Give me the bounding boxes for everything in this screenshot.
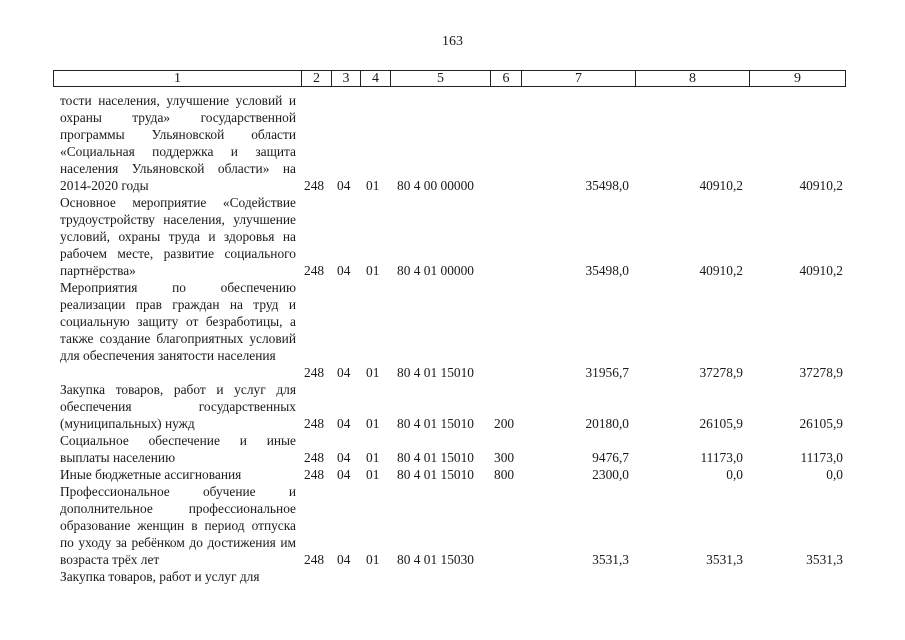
cell-target-article: 80 4 00 00000 xyxy=(397,178,474,193)
cell-amount-col7: 35498,0 xyxy=(585,263,629,278)
cell-section: 04 xyxy=(337,467,351,482)
cell-amount-col9: 11173,0 xyxy=(800,450,843,465)
header-col-1: 1 xyxy=(174,71,181,86)
cell-amount-col8: 0,0 xyxy=(726,467,743,482)
cell-subsection: 01 xyxy=(366,263,380,278)
row-description: Профессиональное обучение и дополнительное профессиональное образование женщин в период отпуска по уходу за ребёнком до достижения им возраста трёх лет xyxy=(60,484,296,567)
cell-target-article: 80 4 01 15010 xyxy=(397,365,474,380)
table-header xyxy=(53,70,846,87)
header-col-5: 5 xyxy=(390,71,490,86)
cell-amount-col8: 40910,2 xyxy=(699,263,743,278)
header-col-7: 7 xyxy=(521,71,635,86)
header-col-4: 4 xyxy=(360,71,390,86)
header-col-6: 6 xyxy=(490,71,521,86)
cell-amount-col7: 31956,7 xyxy=(585,365,629,380)
cell-amount-col9: 0,0 xyxy=(826,467,843,482)
cell-target-article: 80 4 01 15030 xyxy=(397,552,474,567)
cell-main-manager: 248 xyxy=(304,450,325,465)
row-description: Мероприятия по обеспечению реализации прав граждан на труд и социальную защиту от безработицы, а также создание благоприятных условий для обеспечения занятости населения xyxy=(60,280,296,363)
cell-amount-col7: 9476,7 xyxy=(592,450,629,465)
cell-amount-col8: 26105,9 xyxy=(699,416,743,431)
cell-amount-col9: 37278,9 xyxy=(799,365,843,380)
cell-subsection: 01 xyxy=(366,178,380,193)
cell-main-manager: 248 xyxy=(304,416,325,431)
cell-section: 04 xyxy=(337,450,351,465)
cell-amount-col8: 3531,3 xyxy=(706,552,743,567)
cell-subsection: 01 xyxy=(366,450,380,465)
cell-subsection: 01 xyxy=(366,467,380,482)
cell-amount-col7: 3531,3 xyxy=(592,552,629,567)
header-col-8: 8 xyxy=(635,71,749,86)
cell-amount-col9: 40910,2 xyxy=(799,263,843,278)
row-description: Закупка товаров, работ и услуг для xyxy=(60,569,260,584)
cell-section: 04 xyxy=(337,416,351,431)
cell-subsection: 01 xyxy=(366,365,380,380)
cell-target-article: 80 4 01 15010 xyxy=(397,416,474,431)
cell-amount-col7: 20180,0 xyxy=(585,416,629,431)
header-col-9: 9 xyxy=(749,71,845,86)
row-description: Закупка товаров, работ и услуг для обеспечения государственных (муниципальных) нужд xyxy=(60,382,296,431)
row-description: Иные бюджетные ассигнования xyxy=(60,467,242,482)
cell-section: 04 xyxy=(337,178,351,193)
cell-target-article: 80 4 01 15010 xyxy=(397,467,474,482)
cell-subsection: 01 xyxy=(366,552,380,567)
cell-amount-col8: 11173,0 xyxy=(700,450,743,465)
row-description: Основное мероприятие «Содействие трудоустройству населения, улучшение условий, охраны труда и здоровья на рабочем месте, развитие социального партнёрства» xyxy=(60,195,296,278)
cell-section: 04 xyxy=(337,365,351,380)
cell-subsection: 01 xyxy=(366,416,380,431)
row-description: Социальное обеспечение и иные выплаты населению xyxy=(60,433,296,465)
cell-amount-col9: 26105,9 xyxy=(799,416,843,431)
cell-amount-col7: 2300,0 xyxy=(592,467,629,482)
cell-amount-col8: 37278,9 xyxy=(699,365,743,380)
cell-main-manager: 248 xyxy=(304,263,325,278)
cell-target-article: 80 4 01 15010 xyxy=(397,450,474,465)
cell-amount-col9: 40910,2 xyxy=(799,178,843,193)
cell-main-manager: 248 xyxy=(304,467,325,482)
cell-main-manager: 248 xyxy=(304,365,325,380)
page-number: 163 xyxy=(442,34,463,49)
cell-expense-type: 300 xyxy=(494,450,515,465)
row-description: тости населения, улучшение условий и охраны труда» государственной программы Ульяновской области «Социальная поддержка и защита населения Ульяновской области» на 2014-2020 годы xyxy=(60,93,296,193)
cell-main-manager: 248 xyxy=(304,178,325,193)
cell-expense-type: 800 xyxy=(494,467,515,482)
cell-main-manager: 248 xyxy=(304,552,325,567)
header-col-3: 3 xyxy=(331,71,360,86)
cell-amount-col7: 35498,0 xyxy=(585,178,629,193)
cell-section: 04 xyxy=(337,552,351,567)
header-col-2: 2 xyxy=(301,71,331,86)
cell-expense-type: 200 xyxy=(494,416,515,431)
cell-amount-col9: 3531,3 xyxy=(806,552,843,567)
cell-target-article: 80 4 01 00000 xyxy=(397,263,474,278)
cell-amount-col8: 40910,2 xyxy=(699,178,743,193)
cell-section: 04 xyxy=(337,263,351,278)
